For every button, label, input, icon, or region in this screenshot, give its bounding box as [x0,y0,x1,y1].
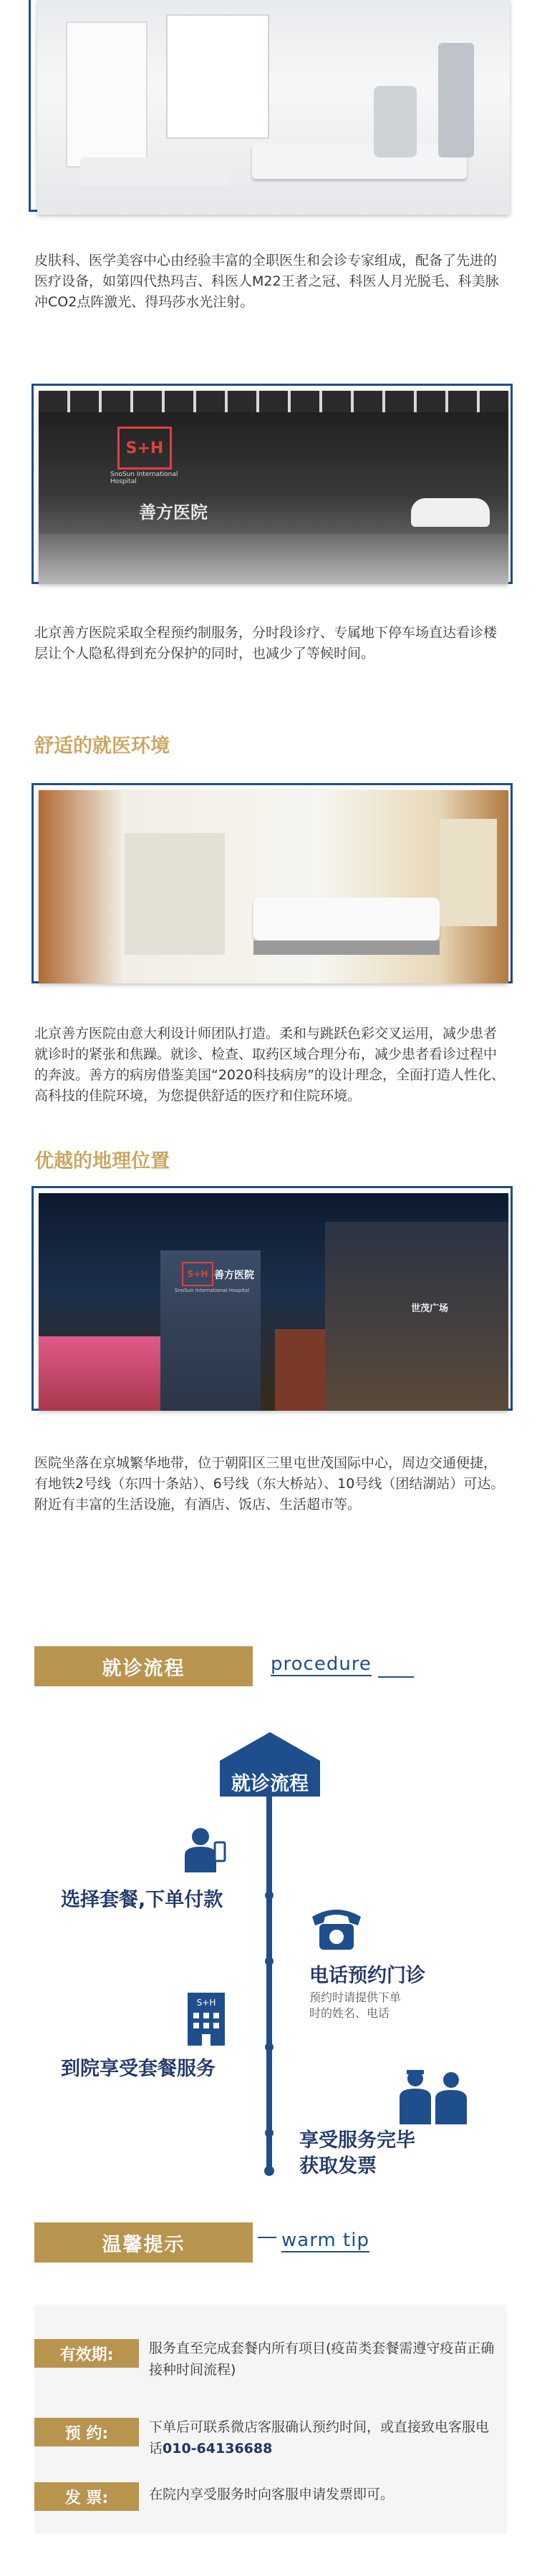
validity-text: 服务直至完成套餐内所有项目(疫苗类套餐需遵守疫苗正确接种时间流程) [149,2341,495,2378]
hospital-logo: S+H [182,1262,213,1286]
lobby-sign-en: SnoSun International Hospital [110,471,178,485]
svg-text:S+H: S+H [196,1998,216,2008]
hospital-logo: S+H [117,427,172,470]
invoice-label: 发 票: [34,2482,139,2511]
procedure-header [34,1646,507,1686]
booking-text [149,2416,500,2459]
booking-label: 预 约: [34,2418,139,2446]
step-select-package: 选择套餐,下单付款 [61,1889,223,1911]
city-sign-cn: 善方医院 [214,1270,254,1281]
step-service-complete: 享受服务完毕 [299,2129,415,2152]
step-phone-booking-note: 预约时请提供下单时的姓名、电话 [309,1991,402,2020]
environment-paragraph: 北京善方医院由意大利设计师团队打造。柔和与跳跃色彩交叉运用，减少患者就诊时的紧张和焦躁。就诊、检查、取药区域合理分布，减少患者看诊过程中的奔波。善方的病房借鉴美国“2020科技病房”的设计理念，全面打造人性化、高科技的佳院环境，为您提供舒适的医疗和住院环境。 [34,1026,505,1104]
booking-paragraph: 北京善方医院采取全程预约制服务，分时段诊疗、专属地下停车场直达看诊楼层让个人隐私得到充分保护的同时，也减少了等候时间。 [34,625,498,661]
hospital-building-icon [185,1990,228,2047]
tips-box [34,2305,507,2534]
step-phone-booking: 电话预约门诊 [309,1965,425,1987]
flow-house-title: 就诊流程 [231,1773,309,1795]
mall-sign: 世茂广场 [411,1303,449,1314]
tips-header-en: warm tip [281,2230,369,2251]
person-phone-icon [179,1825,229,1875]
staff-service-icon [394,2069,473,2126]
procedure-header-en: procedure [271,1653,372,1675]
tips-header-cn: 温馨提示 [34,2222,253,2262]
flow-diagram [0,1732,537,2176]
city-sign-en: SnoSun International Hospital [175,1288,250,1293]
step-visit-hospital: 到院享受套餐服务 [61,2058,216,2080]
booking-text-body: 下单后可联系微店客服确认预约时间，或直接致电客服电话 [149,2419,490,2456]
validity-label: 有效期: [34,2339,139,2368]
telephone-icon [308,1902,365,1953]
tips-header [34,2222,507,2262]
lobby-sign-cn: 善方医院 [139,502,208,523]
ward-photo [39,790,508,983]
step-get-invoice: 获取发票 [299,2155,377,2177]
location-paragraph: 医院坐落在京城繁华地带，位于朝阳区三里屯世茂国际中心，周边交通便捷，有地铁2号线（东四十条站）、6号线（东大桥站）、10号线（团结湖站）可达。附近有丰富的生活设施，有酒店、饭店、生活超市等。 [34,1455,505,1512]
lobby-photo [39,391,508,584]
equipment-paragraph: 皮肤科、医学美容中心由经验丰富的全职医生和会诊专家组成，配备了先进的医疗设备，如第四代热玛吉、科医人M22王者之冠、科医人月光脱毛、科美脉冲CO2点阵激光、得玛莎水光注射。 [34,253,499,310]
invoice-text: 在院内享受服务时向客服申请发票即可。 [149,2487,395,2502]
environment-title: 舒适的就医环境 [34,735,170,757]
service-phone[interactable]: 010-64136688 [163,2441,273,2456]
clinic-room-photo [37,0,510,215]
location-title: 优越的地理位置 [34,1150,170,1172]
city-night-photo [39,1193,508,1411]
procedure-header-cn: 就诊流程 [34,1646,253,1686]
